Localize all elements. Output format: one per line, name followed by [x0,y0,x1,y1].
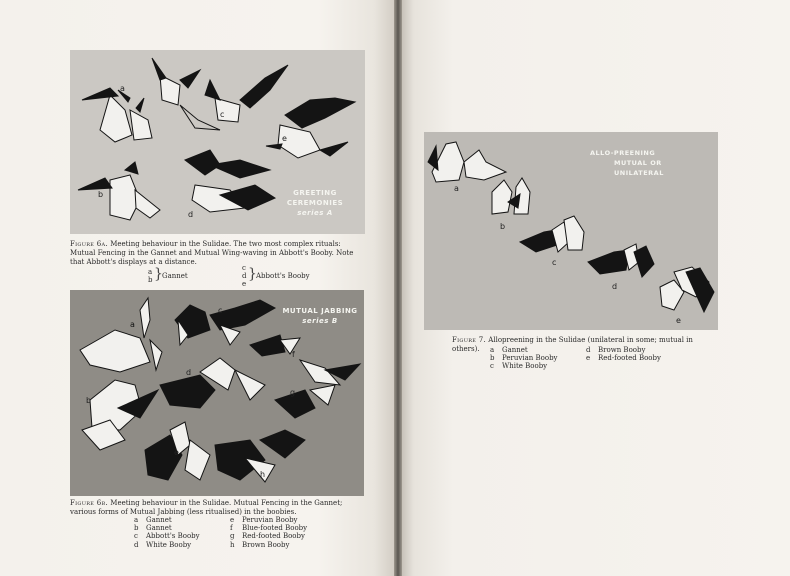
legend-value: White Booby [502,362,548,371]
book-gutter [394,0,402,576]
fig6b-letter-g: g [290,388,296,397]
label-line-1: GREETING [293,189,337,197]
legend-key-e: e [242,280,247,289]
legend-key: b [134,524,139,533]
legend-brace-right: } [248,266,257,282]
legend-key: e [586,354,591,363]
figure-6a-plate-label [275,188,355,218]
label-line-2: CEREMONIES [286,199,344,207]
caption-text: Allopreening in the Sulidae (unilateral in some; mutual in others). [452,336,693,353]
legend-key: c [490,362,494,371]
legend-value: Red-footed Booby [242,532,305,541]
legend-value: Peruvian Booby [502,354,558,363]
legend-row [230,541,334,549]
label-line-3: series A [297,209,333,217]
legend-row [586,346,690,354]
fig6b-letter-d: d [186,368,192,377]
figure-6a-legend [148,264,310,289]
legend-key-c: c [242,264,246,272]
legend-key: e [230,516,235,524]
label-line-2: series B [302,317,338,325]
legend-key-d: d [242,272,247,281]
legend-row [230,524,334,532]
fig6a-letter-b: b [98,190,104,199]
fig7-letter-c: c [552,258,557,267]
legend-row [134,541,229,549]
fig7-letter-b: b [500,222,506,231]
fig6a-letter-e: e [282,134,287,143]
figure-6a-caption [70,240,366,267]
legend-value: White Booby [146,540,192,549]
fig7-letter-a: a [454,184,459,193]
legend-value: Gannet [502,346,528,354]
figure-7-plate [424,132,718,330]
caption-head: Figure 6a. [70,240,108,248]
legend-name-gannet: Gannet [162,272,188,280]
fig6b-letter-h: h [260,470,266,479]
caption-head: Figure 6b. [70,499,109,507]
legend-value: Blue-footed Booby [242,524,308,533]
fig7-letter-e: e [676,316,681,325]
fig6a-letter-a: a [120,84,125,93]
legend-row [230,516,334,524]
legend-row [586,354,690,362]
figure-6b-plate-label [280,306,360,326]
legend-row [134,524,229,532]
caption-text: Meeting behaviour in the Sulidae. Mutual Fencing in the Gannet; various forms of Mutual Jabbing (less ritualised) in the boobies. [70,499,343,516]
legend-row [490,362,586,370]
caption-text: Meeting behaviour in the Sulidae. The two most complex rituals: Mutual Fencing in the Gannet and Mutual Wing-waving in Abbott's Booby. Note that Abbott's displays at a distance. [70,240,354,266]
fig6b-letter-c: c [218,306,223,315]
legend-row [490,346,586,354]
legend-value: Gannet [146,524,172,533]
legend-name-abbotts-booby: Abbott's Booby [256,272,310,280]
fig6b-letter-e: e [174,448,179,457]
label-line-2: MUTUAL OR UNILATERAL [614,159,664,177]
legend-row [134,516,229,524]
legend-value: Brown Booby [598,346,646,354]
figure-7-plate-label [574,148,694,178]
legend-key: a [490,346,495,354]
legend-key: f [230,524,233,533]
legend-key: d [586,346,591,354]
legend-key: c [134,532,138,541]
legend-value: Red-footed Booby [598,354,661,363]
legend-row [490,354,586,362]
figure-6b-caption [70,499,366,517]
figure-6b-plate [70,290,364,496]
figure-6a-plate [70,50,365,234]
fig6a-letter-d: d [188,210,194,219]
label-line-1: ALLO-PREENING [590,149,656,157]
legend-value: Peruvian Booby [242,516,298,524]
fig6b-letter-a: a [130,320,135,329]
fig7-letter-d: d [612,282,618,291]
fig6b-letter-b: b [86,396,92,405]
legend-value: Brown Booby [242,540,290,549]
caption-head: Figure 7. [452,336,487,344]
label-line-1: MUTUAL JABBING [282,307,358,315]
legend-row [134,532,229,540]
fig6b-letter-f: f [292,350,295,359]
legend-key: h [230,540,235,549]
legend-key: d [134,540,139,549]
legend-value: Abbott's Booby [146,532,200,541]
legend-brace-left: } [154,266,163,282]
legend-key: g [230,532,235,541]
legend-key: b [490,354,495,363]
legend-key-b: b [148,276,153,285]
legend-key: a [134,516,139,524]
legend-key-a: a [148,268,153,276]
fig6a-letter-c: c [220,110,225,119]
legend-row [230,532,334,540]
legend-value: Gannet [146,516,172,524]
